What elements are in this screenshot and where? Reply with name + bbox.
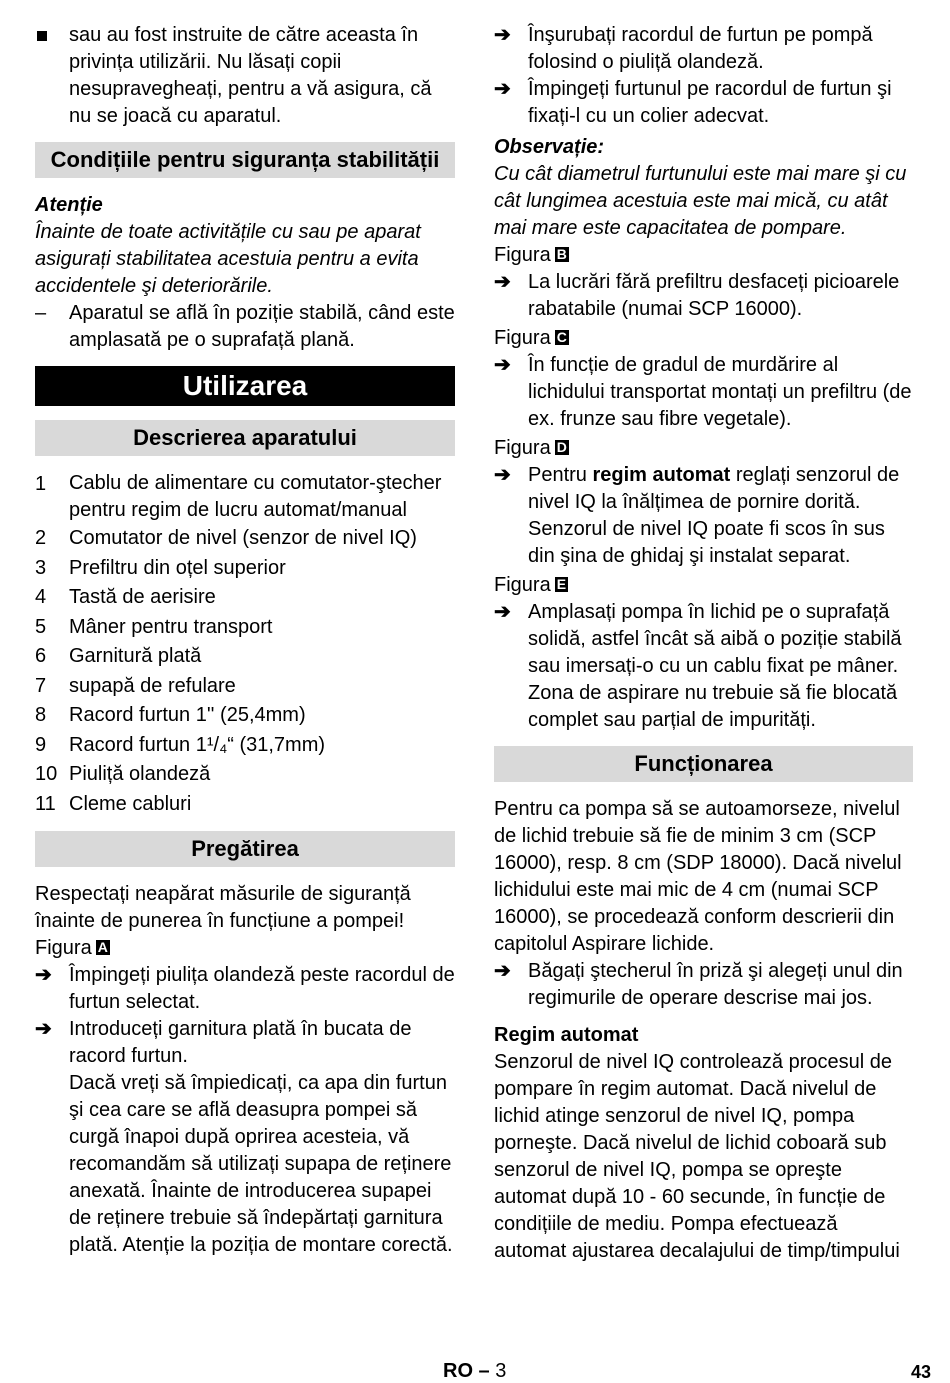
parts-list xyxy=(35,470,455,819)
step-item: ➔ Pentru regim automat reglați senzorul de nivel IQ la înălțimea de pornire dorită. xyxy=(494,462,913,516)
figure-b-label: B xyxy=(556,246,567,262)
arrow-right-icon: ➔ xyxy=(494,960,511,982)
step-item: ➔ Amplasați pompa în lichid pe o suprafață solidă, astfel încât să aibă o poziție stabilă sau imersați-o cu un cablu fixat pe mâner. xyxy=(494,599,913,680)
intro-bullet-item xyxy=(35,22,455,130)
figure-c-ref: Figura C xyxy=(494,327,567,349)
list-item: 1 Cablu de alimentare cu comutator-ştecher pentru regim de lucru automat/manual xyxy=(35,472,442,521)
stability-heading: Condițiile pentru siguranța stabilității xyxy=(35,142,455,178)
list-item: 4 Tastă de aerisire xyxy=(35,586,216,608)
arrow-right-icon: ➔ xyxy=(494,78,511,100)
list-item: 5 Mâner pentru transport xyxy=(35,615,273,638)
auto-text: Senzorul de nivel IQ controlează procesul de pompare în regim automat. Dacă nivelul de lichid atinge senzorul de nivel IQ, pompa porneşte. Dacă nivelul de lichid coboară sub senzorul de nivel IQ, pompa se opreşte automat după 10 - 60 secunde, în funcție de condițiile de mediu. Pompa efectuează automat ajustarea decalajului de timp/timpului xyxy=(494,1051,900,1262)
square-bullet-icon xyxy=(35,22,69,130)
arrow-right-icon: ➔ xyxy=(494,601,511,623)
footer-page-number: 43 xyxy=(911,1362,932,1382)
footer-local-page: 3 xyxy=(495,1360,507,1382)
intro-bullet-text: sau au fost instruite de către aceasta în privința utilizării. Nu lăsați copii nesupravegheați, pentru a vă asigura, că nu se joacă cu aparatul. xyxy=(69,24,432,127)
step-d-note: Senzorul de nivel IQ poate fi scos în sus din şina de ghidaj şi instalat separat. xyxy=(528,518,885,567)
arrow-right-icon: ➔ xyxy=(494,354,511,376)
observation-text: Cu cât diametrul furtunului este mai mare şi cu cât lungimea acestuia este mai mică, cu atât mai mare este capacitatea de pompare. xyxy=(494,163,907,239)
prep-text: Respectați neapărat măsurile de siguranță înainte de punerea în funcțiune a pompei! xyxy=(35,883,411,932)
figure-a-ref: Figura A xyxy=(35,937,108,959)
right-column xyxy=(494,22,913,1265)
list-item: 2 Comutator de nivel (senzor de nivel IQ) xyxy=(35,527,417,549)
figure-c-label: C xyxy=(556,329,567,345)
figure-d-label: D xyxy=(556,439,567,455)
dash-bullet: – xyxy=(35,302,47,324)
step-item: ➔ Băgați ştecherul în priză şi alegeți unul din regimurile de operare descrise mai jos. xyxy=(494,958,913,1012)
auto-heading: Regim automat xyxy=(494,1024,639,1046)
figure-a-label: A xyxy=(97,939,108,955)
arrow-right-icon: ➔ xyxy=(494,24,511,46)
figure-e-ref: Figura E xyxy=(494,574,567,596)
step-item: ➔ La lucrări fără prefiltru desfaceți picioarele rabatabile (numai SCP 16000). xyxy=(494,269,913,323)
figure-e-label: E xyxy=(556,576,567,592)
arrow-right-icon: ➔ xyxy=(494,271,511,293)
left-column xyxy=(35,22,455,1259)
prep-heading: Pregătirea xyxy=(35,831,455,867)
list-item: 11 Cleme cabluri xyxy=(35,792,192,815)
attention-text: Înainte de toate activitățile cu sau pe aparat asigurați stabilitatea acestuia pentru a evita accidentele şi deteriorările. xyxy=(35,221,421,297)
observation-label: Observație: xyxy=(494,136,605,158)
prep-note: Dacă vreți să împiedicați, ca apa din furtun şi cea care se află deasupra pompei să curgă înapoi după oprirea acesteia, vă recomandăm să utilizați supapa de reținere anexată. Înainte de introducerea supapei de reținere trebuie să îndepărtați garnitura plată. Atenție la poziția de montare corectă. xyxy=(69,1072,453,1256)
list-item: 7 supapă de refulare xyxy=(35,674,236,697)
attention-label: Atenție xyxy=(35,194,103,216)
arrow-right-icon: ➔ xyxy=(35,1018,52,1040)
dash-item xyxy=(35,300,455,354)
footer-page-label: RO – 3 xyxy=(443,1360,507,1382)
step-item: ➔ Înşurubați racordul de furtun pe pompă folosind o piuliță olandeză. xyxy=(494,22,913,76)
step-e-note: Zona de aspirare nu trebuie să fie blocată complet sau parțial de impurități. xyxy=(528,682,898,731)
dash-item-text: Aparatul se află în poziție stabilă, când este amplasată pe o suprafață plană. xyxy=(69,302,455,351)
figure-d-ref: Figura D xyxy=(494,437,567,459)
description-heading: Descrierea aparatului xyxy=(35,420,455,456)
list-item: 3 Prefiltru din oțel superior xyxy=(35,556,286,579)
usage-heading: Utilizarea xyxy=(35,366,455,406)
figure-b-ref: Figura B xyxy=(494,244,567,266)
function-text: Pentru ca pompa să se autoamorseze, nivelul de lichid trebuie să fie de minim 3 cm (SCP 16000), resp. 8 cm (SDP 18000). Dacă nivelul lichidului este mai mic de 4 cm (numai SCP 16000), se procedează conform descrierii din capitolul Aspirare lichide. xyxy=(494,798,902,955)
list-item: 6 Garnitură plată xyxy=(35,645,202,667)
arrow-right-icon: ➔ xyxy=(35,964,52,986)
prep-step: ➔ Împingeți piulița olandeză peste racordul de furtun selectat. xyxy=(35,962,455,1016)
prep-step: ➔ Introduceți garnitura plată în bucata de racord furtun. xyxy=(35,1016,455,1070)
list-item: 9 Racord furtun 1¹/₄“ (31,7mm) xyxy=(35,733,326,756)
list-item: 8 Racord furtun 1'' (25,4mm) xyxy=(35,704,306,726)
step-item: ➔ În funcție de gradul de murdărire al lichidului transportat montați un prefiltru (de ex. frunze sau fibre vegetale). xyxy=(494,352,913,433)
arrow-right-icon: ➔ xyxy=(494,464,511,486)
function-heading: Funcționarea xyxy=(494,746,913,782)
list-item: 10 Piuliță olandeză xyxy=(35,763,211,785)
step-item: ➔ Împingeți furtunul pe racordul de furtun şi fixați-l cu un colier adecvat. xyxy=(494,76,913,130)
